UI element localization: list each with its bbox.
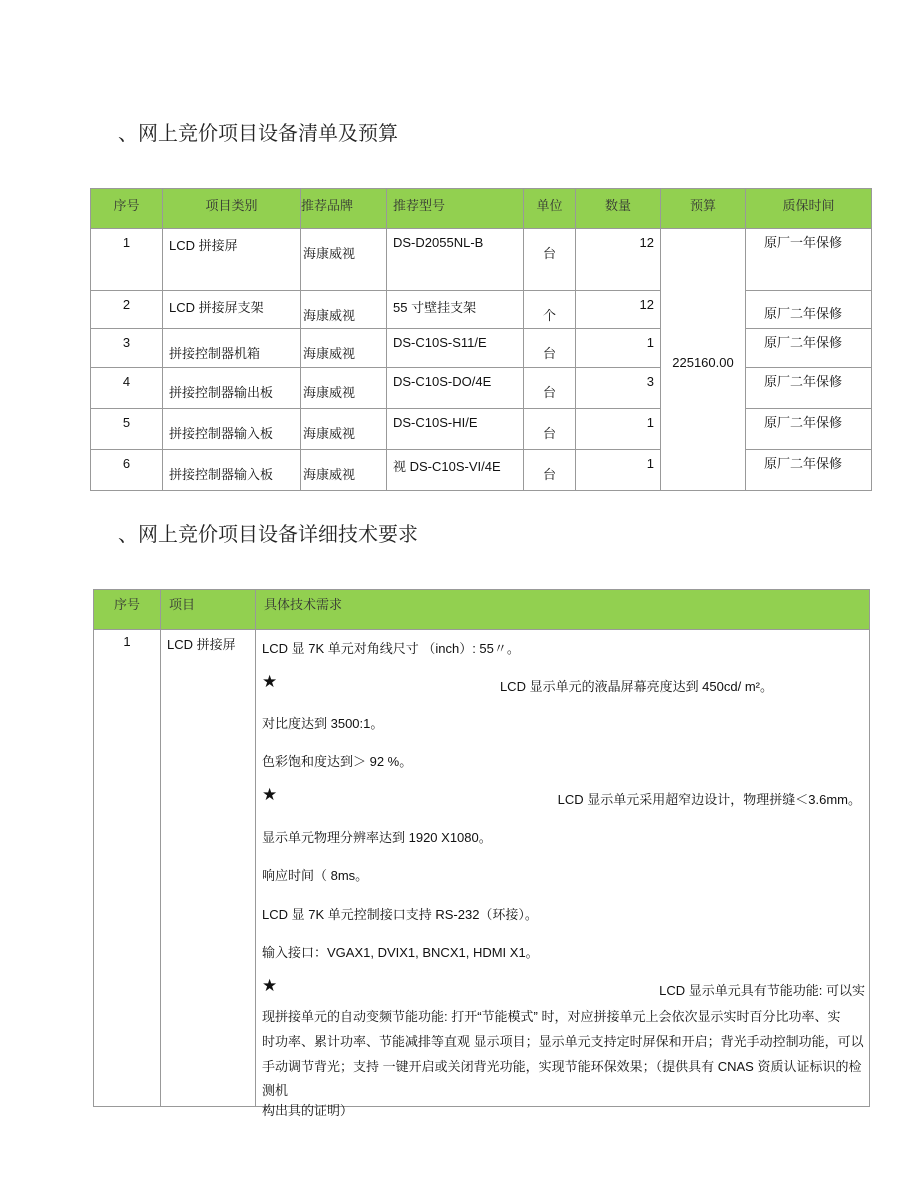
model: DS-C10S-DO/4E [387, 368, 524, 409]
brand: 海康威视 [301, 291, 387, 329]
warranty: 原厂一年保修 [746, 229, 872, 291]
budget-total: 225160.00 [661, 229, 746, 491]
requirement-line: LCD 显 7K 单元对角线尺寸 （inch）: 55〃。 [262, 641, 520, 656]
header-cell: 具体技术需求 [256, 590, 870, 630]
item-category: LCD 拼接屏支架 [163, 291, 301, 329]
section-title-equipment-list: 、网上竞价项目设备清单及预算 [118, 121, 398, 145]
table-row [91, 291, 872, 329]
table-row [91, 409, 872, 450]
requirements-cell [256, 630, 870, 1118]
row-number: 3 [91, 329, 163, 368]
brand: 海康威视 [301, 409, 387, 450]
quantity: 3 [576, 368, 661, 409]
item-category: 拼接控制器输出板 [163, 368, 301, 409]
star-icon: ★ [262, 785, 278, 804]
row-item: LCD 拼接屏 [161, 630, 256, 1107]
unit: 台 [524, 368, 576, 409]
brand: 海康威视 [301, 450, 387, 491]
header-cell: 项目 [161, 590, 256, 630]
row-number: 5 [91, 409, 163, 450]
header-cell: 预算 [661, 189, 746, 229]
requirement-line: 色彩饱和度达到＞ 92 %。 [262, 754, 413, 769]
row-number: 1 [91, 229, 163, 291]
unit: 台 [524, 450, 576, 491]
section-title-tech-requirements: 、网上竞价项目设备详细技术要求 [118, 522, 418, 546]
model: 视 DS-C10S-VI/4E [387, 450, 524, 491]
model: DS-C10S-HI/E [387, 409, 524, 450]
table-row [91, 450, 872, 491]
unit: 台 [524, 329, 576, 368]
unit: 台 [524, 229, 576, 291]
item-category: LCD 拼接屏 [163, 229, 301, 291]
warranty: 原厂二年保修 [746, 291, 872, 329]
table-header-row [94, 590, 870, 630]
row-number: 4 [91, 368, 163, 409]
requirement-line: LCD 显示单元具有节能功能: 可以实 [659, 983, 865, 998]
row-number: 1 [94, 630, 161, 1107]
quantity: 1 [576, 409, 661, 450]
header-cell: 推荐品牌 [301, 189, 387, 229]
star-icon: ★ [262, 672, 278, 691]
model: DS-C10S-S11/E [387, 329, 524, 368]
requirement-line: 时功率、累计功率、节能减排等直观 显示项目；显示单元支持定时屏保和开启；背光手动控制功能，可以 [262, 1034, 864, 1049]
header-cell: 数量 [576, 189, 661, 229]
item-category: 拼接控制器机箱 [163, 329, 301, 368]
warranty: 原厂二年保修 [746, 368, 872, 409]
row-number: 6 [91, 450, 163, 491]
requirement-line: 输入接口：VGAX1, DVIX1, BNCX1, HDMI X1。 [262, 945, 539, 960]
row-number: 2 [91, 291, 163, 329]
table-header-row [91, 189, 872, 229]
star-icon: ★ [262, 976, 278, 995]
warranty: 原厂二年保修 [746, 409, 872, 450]
table-row [91, 368, 872, 409]
warranty: 原厂二年保修 [746, 450, 872, 491]
header-cell: 项目类别 [163, 189, 301, 229]
header-cell: 质保时间 [746, 189, 872, 229]
requirement-line: 测机 [262, 1083, 289, 1098]
brand: 海康威视 [301, 329, 387, 368]
quantity: 12 [576, 291, 661, 329]
header-cell: 序号 [94, 590, 161, 630]
requirement-line: 显示单元物理分辨率达到 1920 X1080。 [262, 830, 492, 845]
tech-requirements-table [93, 589, 870, 1118]
requirement-line: LCD 显示单元采用超窄边设计，物理拼缝＜3.6mm。 [557, 792, 861, 807]
requirement-line: 构出具的证明） [262, 1103, 354, 1118]
header-cell: 单位 [524, 189, 576, 229]
item-category: 拼接控制器输入板 [163, 409, 301, 450]
brand: 海康威视 [301, 368, 387, 409]
quantity: 1 [576, 329, 661, 368]
requirement-line: 手动调节背光；支持 一键开启或关闭背光功能，实现节能环保效果；（提供具有 CNAS 资质认证标识的检 [262, 1059, 862, 1074]
warranty: 原厂二年保修 [746, 329, 872, 368]
model: DS-D2055NL-B [387, 229, 524, 291]
header-cell: 序号 [91, 189, 163, 229]
quantity: 12 [576, 229, 661, 291]
requirement-line: 对比度达到 3500:1。 [262, 716, 384, 731]
requirement-line: 响应时间（ 8ms。 [262, 868, 369, 883]
table-row [91, 229, 872, 291]
equipment-budget-table [90, 188, 872, 491]
requirement-line: 现拼接单元的自动变频节能功能: 打开“节能模式” 时，对应拼接单元上会依次显示实时百分比功率、实 [262, 1009, 841, 1024]
unit: 个 [524, 291, 576, 329]
header-cell: 推荐型号 [387, 189, 524, 229]
requirement-line: LCD 显 7K 单元控制接口支持 RS-232（环接）。 [262, 907, 538, 922]
item-category: 拼接控制器输入板 [163, 450, 301, 491]
table-row [94, 630, 870, 1107]
unit: 台 [524, 409, 576, 450]
table-row [91, 329, 872, 368]
requirement-line: LCD 显示单元的液晶屏幕亮度达到 450cd/ m²。 [499, 679, 773, 694]
brand: 海康威视 [301, 229, 387, 291]
model: 55 寸壁挂支架 [387, 291, 524, 329]
quantity: 1 [576, 450, 661, 491]
